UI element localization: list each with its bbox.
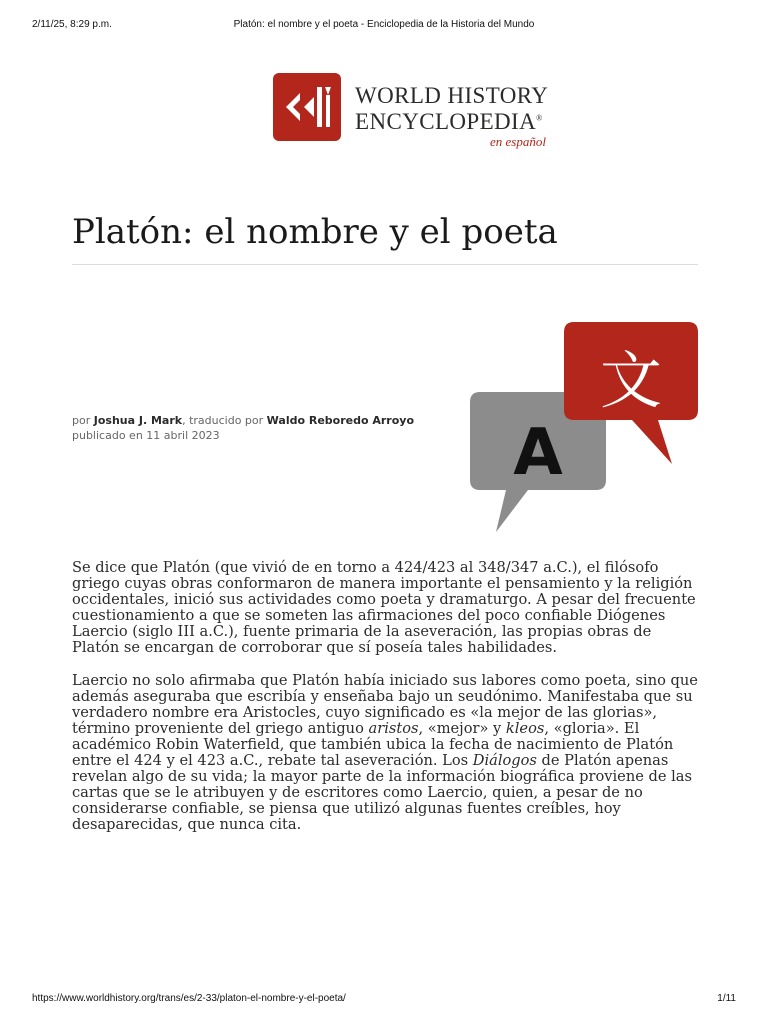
translator-name[interactable]: Waldo Reboredo Arroyo <box>266 414 415 427</box>
by-prefix: por <box>72 414 91 427</box>
paragraph-1: Se dice que Platón (que vivió de en torno a 424/423 al 348/347 a.C.), el filósofo griego cuyas obras conformaron de manera importante el pensamiento y la religión occidentales, inició sus actividades como poeta y dramaturgo. A pesar del frecuente cuestionamiento a que se someten las afirmaciones del poco confiable Diógenes Laercio (siglo III a.C.), fuente primaria de la aseveración, las propias obras de Platón se encargan de corroborar que sí poseía tales habilidades. <box>72 559 696 656</box>
term-dialogos: Diálogos <box>472 752 537 769</box>
byline <box>72 413 472 443</box>
logo-line-1: WORLD HISTORY <box>355 83 549 108</box>
print-page-title: Platón: el nombre y el poeta - Enciclopedia de la Historia del Mundo <box>233 19 535 30</box>
translated-prefix: , traducido por <box>182 414 264 427</box>
logo-mark-icon <box>273 73 341 141</box>
paragraph-2-text: , «mejor» y <box>418 720 506 737</box>
article-title: Platón: el nombre y el poeta <box>72 212 558 252</box>
logo-subtitle: en español <box>490 134 546 149</box>
letter-a: A <box>513 416 563 490</box>
term-kleos: kleos <box>505 720 545 737</box>
page-number: 1/11 <box>717 993 736 1004</box>
author-line <box>72 413 472 428</box>
paragraph-2-text: Laercio no solo afirmaba que Platón había iniciado sus labores como poeta, sino que además aseguraba que escribía y enseñaba bajo un seudónimo. Manifestaba que su verdadero nombre era Aristocles, cuyo significado es «la mejor de las glorias», término proveniente del griego antiguo <box>72 672 698 737</box>
site-logo[interactable] <box>273 73 563 153</box>
character-wen: 文 <box>599 344 663 417</box>
print-footer <box>32 993 736 1007</box>
term-aristos: aristos <box>368 720 419 737</box>
title-divider <box>72 264 698 265</box>
print-header <box>32 19 736 33</box>
translation-icon <box>466 320 702 536</box>
article-body <box>72 560 700 850</box>
paragraph-2-text: , «gloria». El académico Robin Waterfield, que también ubica la fecha de nacimiento de Platón entre el 424 y el 423 a.C., rebate tal aseveración. Los <box>72 720 674 769</box>
logo-line-2-text: ENCYCLOPEDIA <box>355 109 537 134</box>
publish-date: publicado en 11 abril 2023 <box>72 429 220 442</box>
author-name[interactable]: Joshua J. Mark <box>93 414 183 427</box>
print-date: 2/11/25, 8:29 p.m. <box>32 19 112 30</box>
registered-mark: ® <box>536 113 543 123</box>
page-url[interactable]: https://www.worldhistory.org/trans/es/2-33/platon-el-nombre-y-el-poeta/ <box>32 993 346 1004</box>
paragraph-2 <box>72 673 700 833</box>
logo-line-2 <box>355 109 543 135</box>
paragraph-2-text: de Platón apenas revelan algo de su vida; la mayor parte de la información biográfica proviene de las cartas que se le atribuyen y de escritores como Laercio, quien, a pesar de no considerarse confiable, se piensa que utilizó algunas fuentes creíbles, hoy desaparecidas, que nunca cita. <box>72 752 692 833</box>
